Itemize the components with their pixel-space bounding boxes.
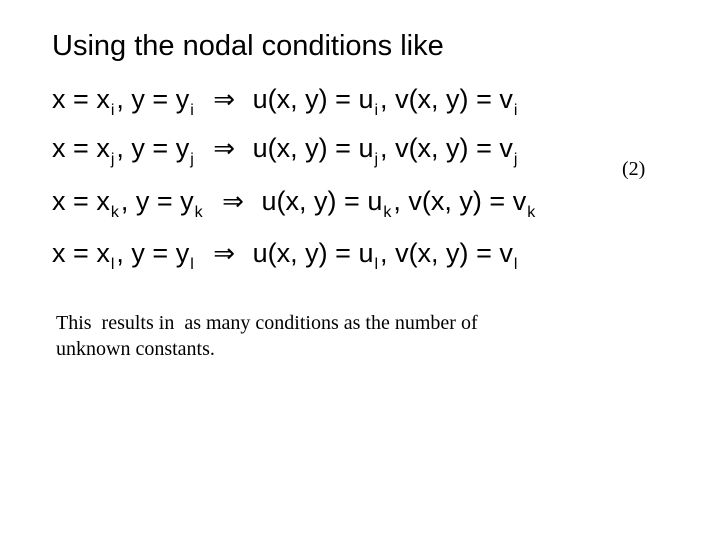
node-subscript: j — [374, 151, 379, 168]
node-subscript: j — [190, 151, 194, 168]
node-subscript: i — [513, 102, 518, 119]
node-subscript: k — [383, 204, 392, 221]
nodal-condition-row: $x = x_j$, $y = y_j$ ⇒ u(x, $y) = u_j$, v(x, $y) = v_j$ — [52, 128, 519, 168]
implies-symbol: ⇒ — [213, 84, 236, 114]
node-subscript: l — [110, 256, 115, 273]
nodal-condition-row: $x = x_i$, $y = y_i$ ⇒ u(x, $y) = u_i$, v(x, $y) = v_i$ — [52, 79, 519, 119]
nodal-condition-row: $x = x_k$, $y = y_k$ ⇒ u(x, $y) = u_k$, v(x, $y) = v_k$ — [52, 181, 537, 221]
body-line: unknown constants. — [56, 338, 215, 360]
nodal-condition-row: $x = x_l$, $y = y_l$ ⇒ u(x, $y) = u_l$, v(x, $y) = v_l$ — [52, 233, 519, 273]
node-subscript: l — [374, 256, 379, 273]
equation-number: (2) — [622, 158, 646, 180]
node-subscript: l — [190, 256, 194, 273]
node-subscript: i — [374, 102, 379, 119]
body-paragraph — [56, 310, 596, 362]
implies-symbol: ⇒ — [213, 133, 236, 163]
slide-heading: Using the nodal conditions like — [52, 30, 444, 62]
implies-symbol: ⇒ — [213, 238, 236, 268]
node-subscript: j — [513, 151, 518, 168]
node-subscript: k — [194, 204, 203, 221]
implies-symbol: ⇒ — [222, 186, 244, 216]
body-line: This results in as many conditions as the number of — [56, 312, 478, 334]
node-subscript: i — [190, 102, 194, 119]
node-subscript: j — [110, 151, 115, 168]
node-subscript: l — [513, 256, 518, 273]
node-subscript: i — [110, 102, 115, 119]
node-subscript: k — [527, 204, 536, 221]
node-subscript: k — [110, 204, 119, 221]
